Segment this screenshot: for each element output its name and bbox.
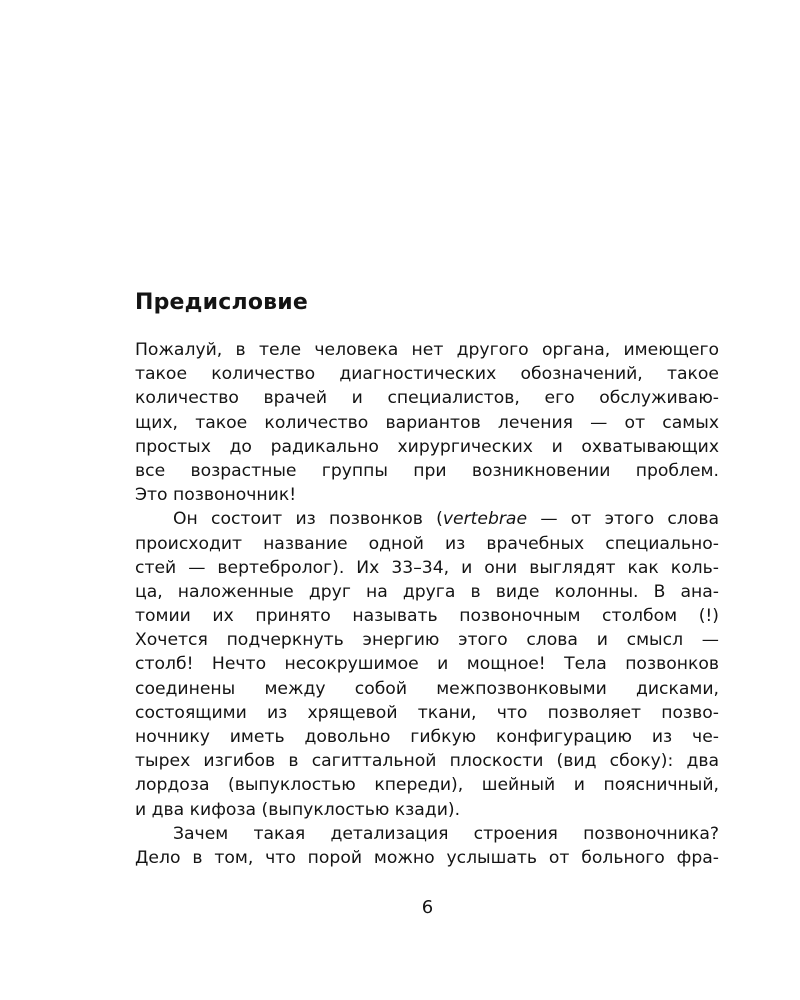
text-line: все возрастные группы при возникновении проблем. (135, 460, 719, 481)
text-fragment: — от этого слова (527, 509, 719, 530)
paragraph-2 (135, 507, 719, 821)
text-line: Пожалуй, в теле человека нет другого органа, имеющего (135, 340, 719, 360)
body-text (135, 338, 719, 870)
text-line: происходит название одной из врачебных специально- (135, 533, 719, 554)
text-line: столб! Нечто несокрушимое и мощное! Тела позвонков (135, 654, 719, 675)
text-line: такое количество диагностических обозначений, такое (135, 364, 719, 385)
text-line: состоящими из хрящевой ткани, что позволяет позво- (135, 702, 719, 723)
latin-term: vertebrae (442, 509, 528, 530)
text-line: соединены между собой межпозвонковыми дисками, (135, 678, 719, 699)
text-line: лордоза (выпуклостью кпереди), шейный и поясничный, (135, 775, 719, 796)
text-line: Зачем такая детализация строения позвоночника? (173, 823, 719, 844)
paragraph-3 (135, 822, 719, 870)
text-line: Хочется подчеркнуть энергию этого слова и смысл — (135, 630, 719, 651)
chapter-heading: Предисловие (135, 290, 308, 315)
text-fragment: Он состоит из позвонков ( (173, 509, 443, 530)
text-line: Это позвоночник! (135, 485, 297, 506)
page-number: 6 (421, 897, 434, 918)
text-line (135, 507, 719, 531)
text-line: количество врачей и специалистов, его обслуживаю- (135, 388, 719, 409)
text-line: ца, наложенные друг на друга в виде колонны. В ана- (135, 581, 719, 602)
text-line: томии их принято называть позвоночным столбом (!) (135, 606, 719, 627)
text-line: Дело в том, что порой можно услышать от больного фра- (135, 847, 719, 868)
text-line: стей — вертебролог). Их 33–34, и они выглядят как коль- (135, 557, 719, 578)
text-line: и два кифоза (выпуклостью кзади). (135, 799, 461, 820)
text-line: тырех изгибов в сагиттальной плоскости (вид сбоку): два (135, 751, 719, 772)
text-line: ночнику иметь довольно гибкую конфигурацию из че- (135, 727, 719, 747)
text-line: щих, такое количество вариантов лечения — от самых (135, 412, 719, 433)
paragraph-1 (135, 338, 719, 507)
text-line: простых до радикально хирургических и охватывающих (135, 436, 719, 457)
